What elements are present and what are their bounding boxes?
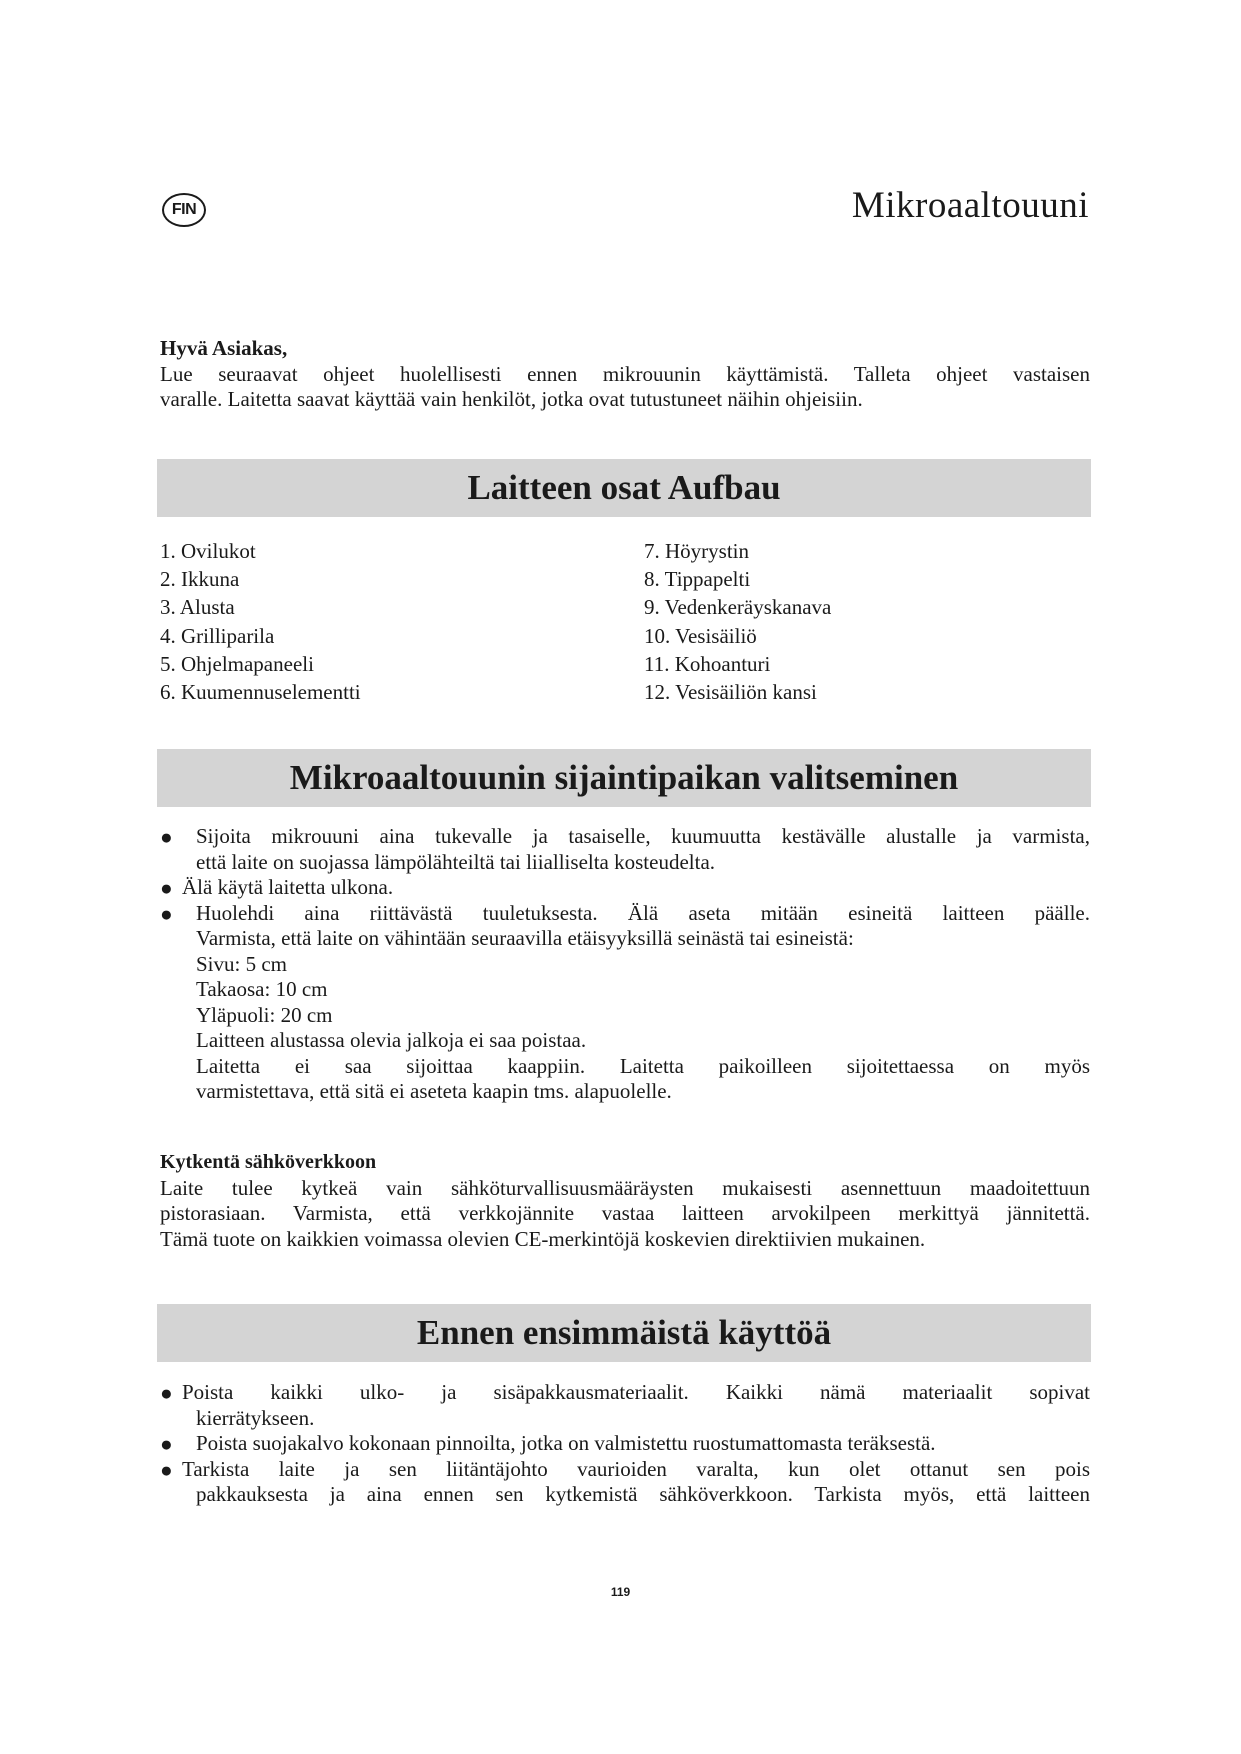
part-item: 7. Höyrystin (644, 539, 749, 563)
bullet-icon: ● (160, 825, 173, 849)
connection-block (160, 1150, 1090, 1252)
bullet-line: Tarkista laite ja sen liitäntäjohto vaurioiden varalta, kun olet ottanut sen pois (182, 1456, 1090, 1481)
page-number: 119 (610, 1585, 631, 1599)
part-item: 4. Grilliparila (160, 623, 275, 648)
location-bullets (160, 824, 1090, 1105)
bullet-line: Varmista, että laite on vähintään seuraavilla etäisyyksillä seinästä tai esineistä: (196, 926, 854, 950)
section-heading-parts: Laitteen osat Aufbau (157, 459, 1091, 517)
bullet-line: että laite on suojassa lämpölähteiltä tai liialliselta kosteudelta. (196, 849, 716, 874)
bullet-line: Sivu: 5 cm (196, 951, 288, 976)
bullet-line: Huolehdi aina riittävästä tuuletuksesta. Älä aseta mitään esineitä laitteen päälle. (196, 900, 1090, 925)
bullet-icon: ● (160, 1432, 173, 1456)
bullet-item (160, 1431, 1090, 1457)
section-heading-location: Mikroaaltouunin sijaintipaikan valitseminen (157, 749, 1091, 807)
section-heading-first-use: Ennen ensimmäistä käyttöä (157, 1304, 1091, 1362)
first-use-bullets (160, 1380, 1090, 1508)
bullet-icon: ● (160, 876, 173, 900)
intro-line-1: Lue seuraavat ohjeet huolellisesti ennen mikrouunin käyttämistä. Talleta ohjeet vastaisen (160, 361, 1090, 386)
bullet-line: Laitetta ei saa sijoittaa kaappiin. Laitetta paikoilleen sijoitettaessa on myös (196, 1053, 1090, 1078)
connection-heading: Kytkentä sähköverkkoon (160, 1151, 377, 1173)
bullet-item (160, 824, 1090, 875)
bullet-line: Älä käytä laitetta ulkona. (182, 875, 394, 899)
bullet-item (160, 1457, 1090, 1508)
bullet-item (160, 875, 1090, 901)
part-item: 1. Ovilukot (160, 539, 256, 563)
bullet-line: Yläpuoli: 20 cm (196, 1002, 333, 1027)
part-item: 8. Tippapelti (644, 567, 751, 592)
part-item: 10. Vesisäiliö (644, 623, 757, 648)
bullet-line: Poista suojakalvo kokonaan pinnoilta, jotka on valmistettu ruostumattomasta teräksestä. (196, 1431, 936, 1455)
bullet-line: Laitteen alustassa olevia jalkoja ei saa poistaa. (196, 1028, 587, 1052)
bullet-item (160, 1380, 1090, 1431)
part-item: 2. Ikkuna (160, 567, 240, 592)
parts-list-left (160, 537, 361, 706)
bullet-line: Poista kaikki ulko- ja sisäpakkausmateriaalit. Kaikki nämä materiaalit sopivat (182, 1380, 1090, 1404)
part-item: 5. Ohjelmapaneeli (160, 651, 314, 676)
bullet-item (160, 901, 1090, 1105)
intro-block (160, 336, 1090, 413)
greeting: Hyvä Asiakas, (160, 336, 288, 360)
connection-line: pistorasiaan. Varmista, että verkkojännite vastaa laitteen arvokilpeen merkittyä jännitettä. (160, 1201, 1090, 1225)
intro-line-2: varalle. Laitetta saavat käyttää vain henkilöt, jotka ovat tutustuneet näihin ohjeisiin. (160, 387, 863, 411)
bullet-line: Takaosa: 10 cm (196, 977, 328, 1001)
bullet-icon: ● (160, 1381, 173, 1405)
bullet-icon: ● (160, 901, 173, 926)
bullet-line: varmistettava, että sitä ei aseteta kaapin tms. alapuolelle. (196, 1079, 672, 1103)
connection-line: Laite tulee kytkeä vain sähköturvallisuusmääräysten mukaisesti asennettuun maadoitettuun (160, 1175, 1090, 1200)
language-badge: FIN (162, 193, 206, 227)
part-item: 9. Vedenkeräyskanava (644, 595, 832, 620)
bullet-line: kierrätykseen. (196, 1405, 315, 1430)
connection-line: Tämä tuote on kaikkien voimassa olevien CE-merkintöjä koskevien direktiivien mukainen. (160, 1226, 926, 1251)
part-item: 3. Alusta (160, 595, 235, 620)
bullet-line: Sijoita mikrouuni aina tukevalle ja tasaiselle, kuumuutta kestävälle alustalle ja varmista, (196, 824, 1090, 848)
part-item: 11. Kohoanturi (644, 651, 771, 676)
part-item: 12. Vesisäiliön kansi (644, 680, 817, 705)
parts-list-right (644, 537, 831, 706)
bullet-line: pakkauksesta ja aina ennen sen kytkemistä sähköverkkoon. Tarkista myös, että laitteen (196, 1482, 1090, 1506)
part-item: 6. Kuumennuselementti (160, 680, 361, 705)
document-title: Mikroaaltouuni (851, 185, 1089, 226)
bullet-icon: ● (160, 1457, 173, 1482)
